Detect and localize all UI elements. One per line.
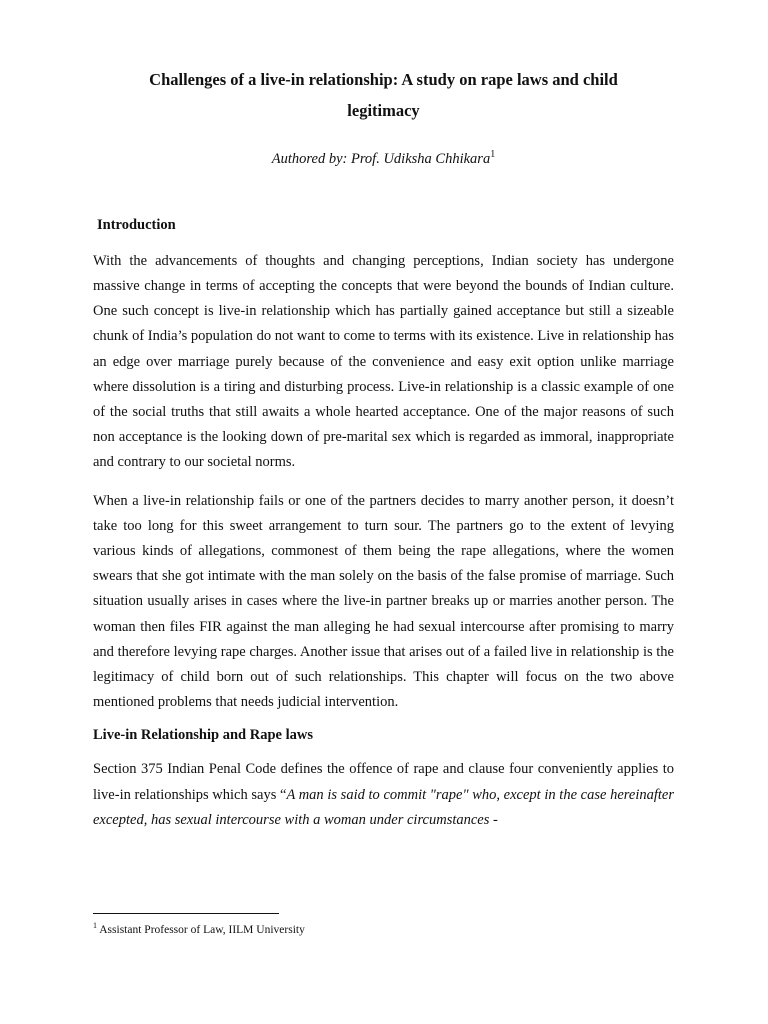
introduction-paragraph-2: When a live-in relationship fails or one of the partners decides to marry another person, it doesn’t take too long for this sweet arrangement to turn sour. The partners go to the extent of levying various kinds of allegations, commonest of them being the rape allegations, where the women swears that she got intimate with the man solely on the basis of the false promise of marriage. Such situation usually arises in cases where the live-in partner breaks up or marries another person. The woman then files FIR against the man alleging he had sexual intercourse after promising to marry and therefore levying rape charges. Another issue that arises out of a failed live in relationship is the legitimacy of child born out of such relationships. This chapter will focus on the two above mentioned problems that needs judicial intervention. <box>93 492 674 711</box>
footnote <box>93 921 305 936</box>
author-name: Authored by: Prof. Udiksha Chhikara <box>271 150 491 167</box>
introduction-paragraph-1: With the advancements of thoughts and changing perceptions, Indian society has undergone massive change in terms of accepting the concepts that were beyond the bounds of Indian culture. One such concept is live-in relationship which has partially gained acceptance but still a sizeable chunk of India’s population do not want to come to terms with its existence. Live in relationship has an edge over marriage purely because of the convenience and easy exit option unlike marriage where dissolution is a tiring and disturbing process. Live-in relationship is a classic example of one of the social truths that still awaits a whole hearted acceptance. One of the major reasons of such non acceptance is the looking down of pre-marital sex which is regarded as immoral, inappropriate and contrary to our societal norms. <box>93 252 674 471</box>
document-title: Challenges of a live-in relationship: A study on rape laws and child legitimacy <box>149 70 618 120</box>
author-footnote-mark: 1 <box>490 149 496 160</box>
introduction-heading: Introduction <box>97 216 176 233</box>
footnote-mark: 1 <box>93 921 97 930</box>
footnote-text: Assistant Professor of Law, IILM University <box>99 923 305 936</box>
section-paragraph-1 <box>93 757 674 833</box>
author-line <box>93 149 674 168</box>
section-heading-rape-laws: Live-in Relationship and Rape laws <box>93 727 313 744</box>
footnote-divider <box>93 913 279 914</box>
ipc-quote: A man is said to commit "rape" who, except in the case hereinafter excepted, has sexual intercourse with a woman under circumstances - <box>93 786 674 828</box>
section-paragraph-text: Section 375 Indian Penal Code defines the offence of rape and clause four conveniently applies to live-in relationships which says “ <box>93 761 674 803</box>
